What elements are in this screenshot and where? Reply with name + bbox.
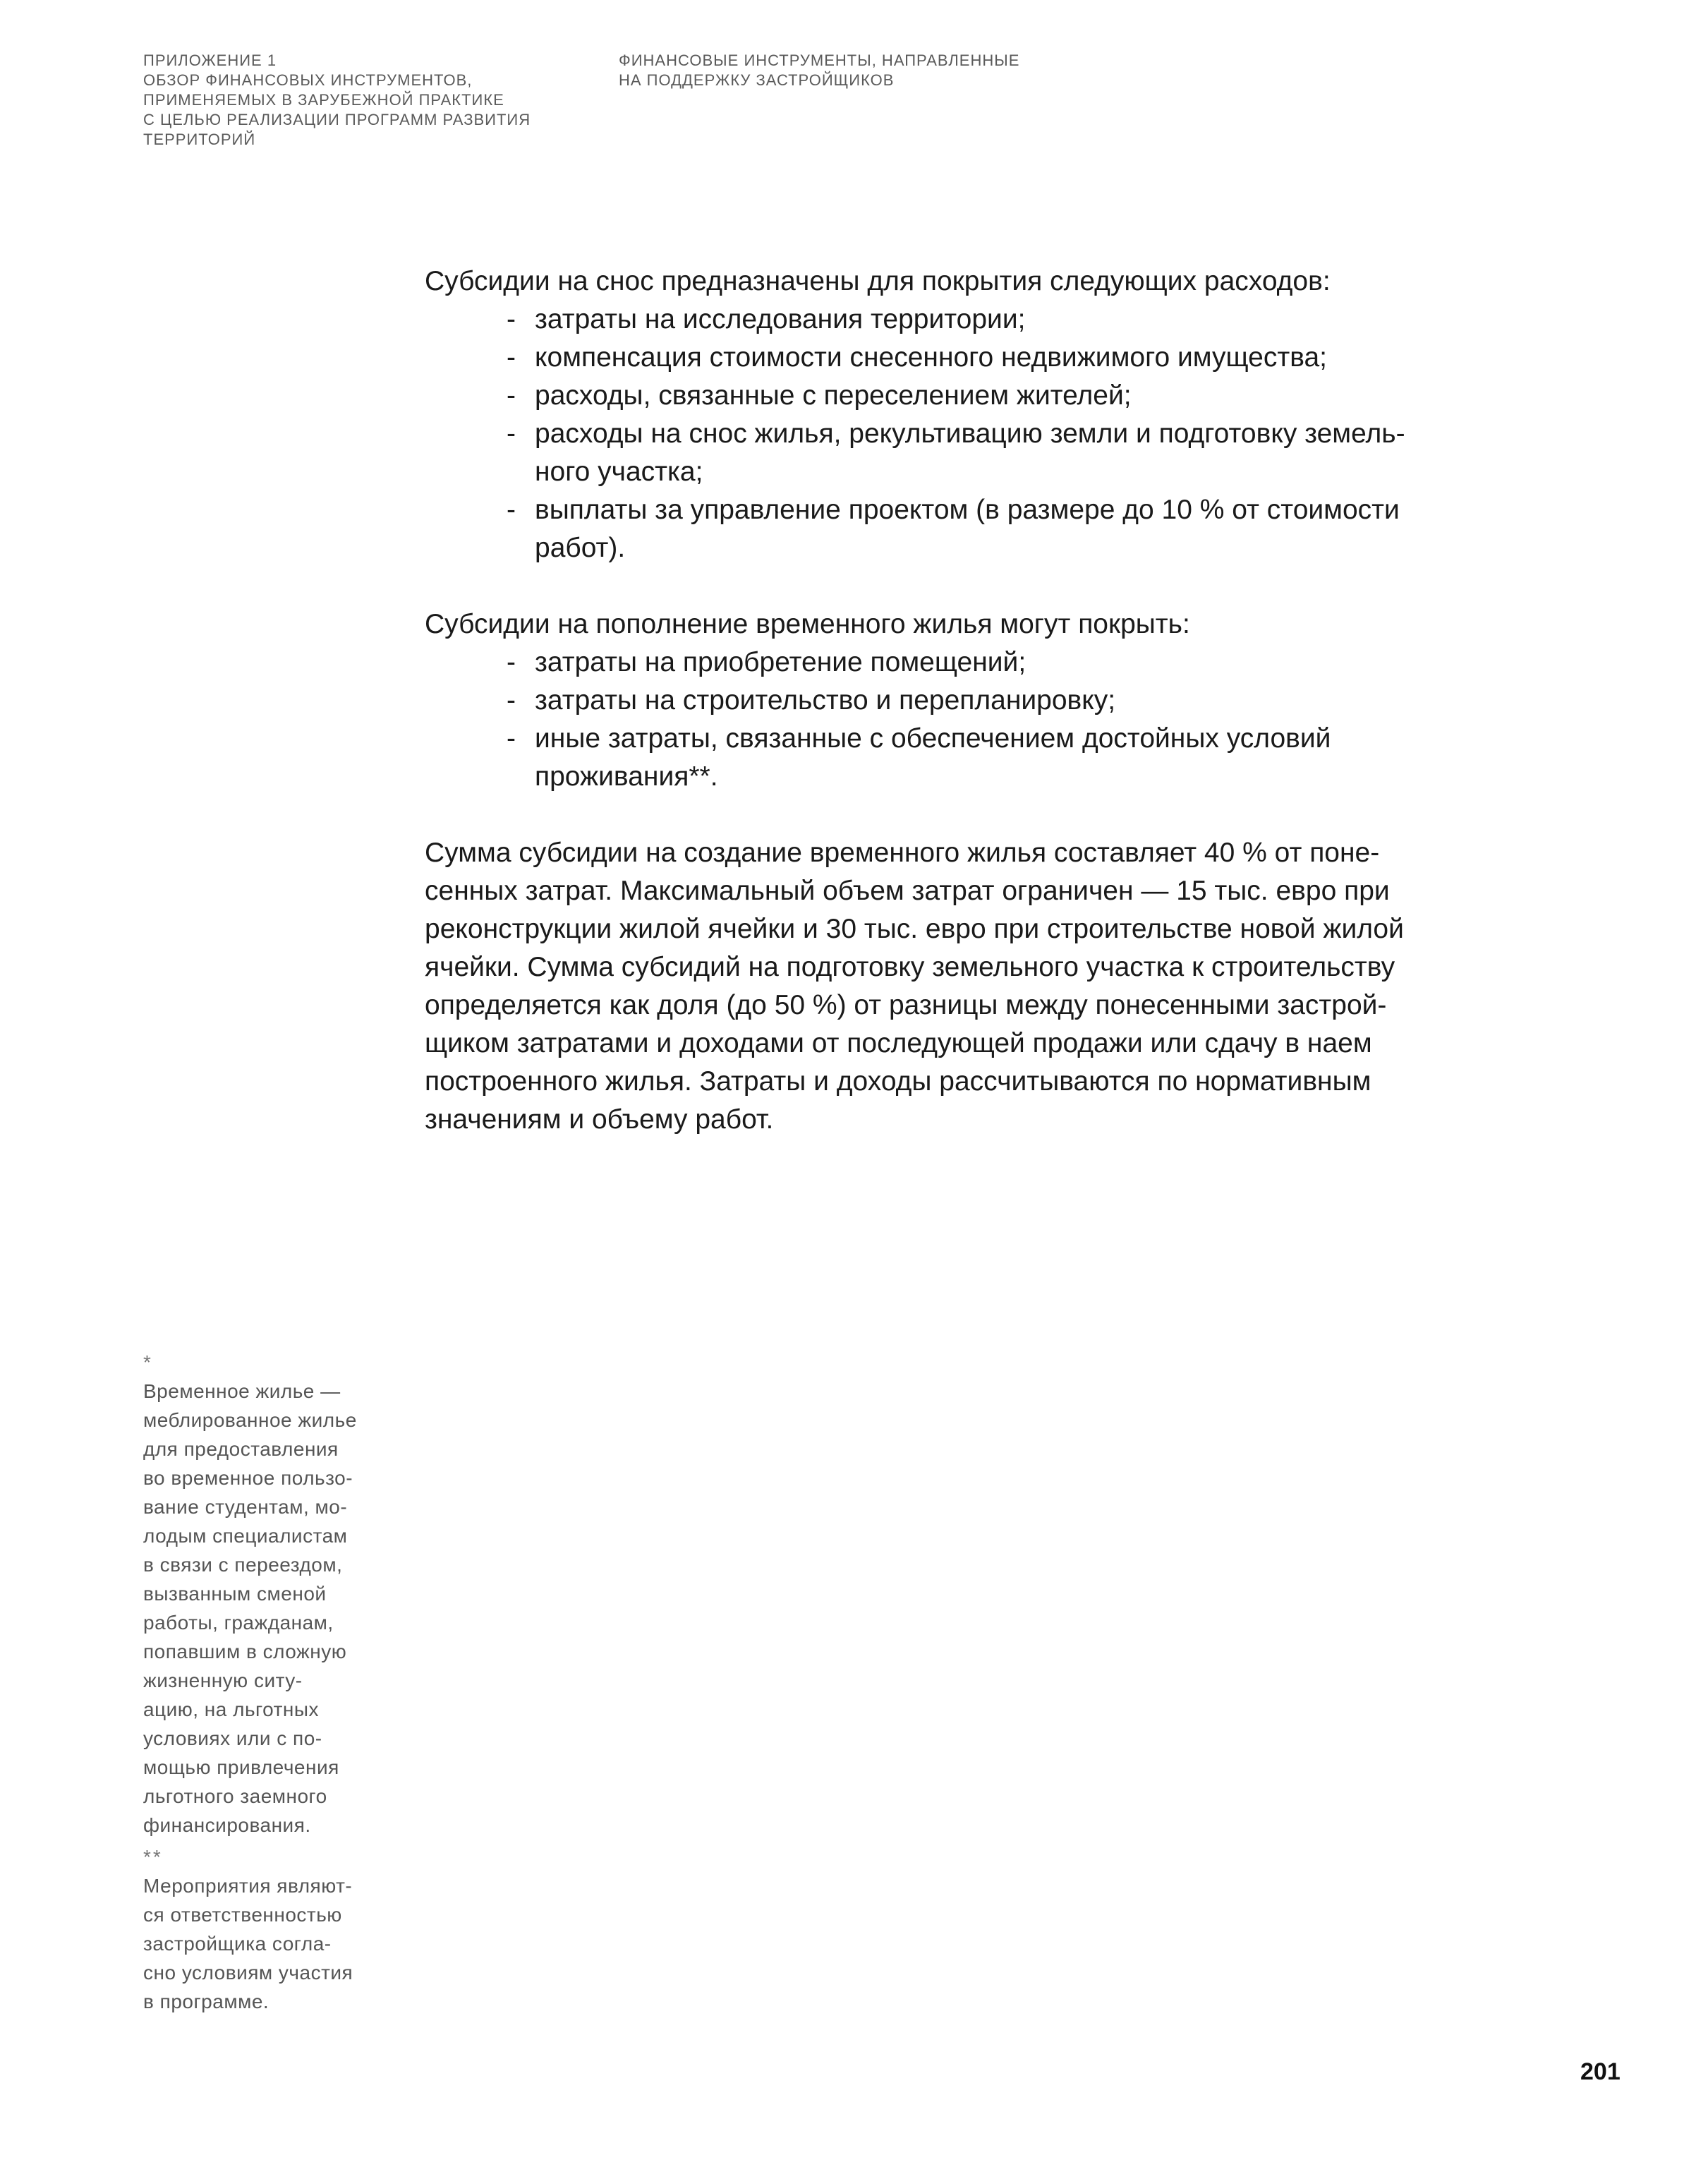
running-header-left [143, 51, 567, 150]
header-right-line: ФИНАНСОВЫЕ ИНСТРУМЕНТЫ, НАПРАВЛЕННЫЕ [619, 52, 1020, 69]
footnote-line: во временное пользо- [143, 1467, 353, 1489]
paragraph-line: ячейки. Сумма субсидий на подготовку земельного участка к строительству [425, 952, 1395, 982]
paragraph-line: реконструкции жилой ячейки и 30 тыс. евро при строительстве новой жилой [425, 914, 1404, 944]
footnote-line: вызванным сменой [143, 1583, 327, 1605]
list-item [425, 339, 1525, 377]
paragraph-line: определяется как доля (до 50 %) от разницы между понесенными застрой- [425, 990, 1387, 1020]
list-item-text: - выплаты за управление проектом (в размере до 10 % от стоимости [535, 495, 1400, 525]
footnote-line: сно условиям участия [143, 1962, 353, 1984]
paragraph-line: построенного жилья. Затраты и доходы рассчитываются по нормативным [425, 1066, 1371, 1097]
header-left-line: С ЦЕЛЬЮ РЕАЛИЗАЦИИ ПРОГРАММ РАЗВИТИЯ [143, 111, 531, 128]
list-item [425, 644, 1525, 682]
list-item [425, 415, 1525, 491]
header-left-line: ТЕРРИТОРИЙ [143, 131, 256, 148]
footnote-line: Мероприятия являют- [143, 1875, 353, 1897]
demolition-list [425, 301, 1525, 567]
list-item-text: ного участка; [535, 457, 703, 487]
list-item [425, 682, 1525, 720]
footnote [143, 1348, 425, 1840]
footnote-line: условиях или с по- [143, 1727, 322, 1749]
footnote-line: лодым специалистам [143, 1525, 348, 1547]
footnote-line: льготного заемного [143, 1785, 327, 1807]
list-item-text: - иные затраты, связанные с обеспечением достойных условий [535, 723, 1331, 754]
footnote-line: для предоставления [143, 1438, 339, 1460]
demolition-intro: Субсидии на снос предназначены для покрытия следующих расходов: [425, 266, 1331, 296]
footnote-line: ацию, на льготных [143, 1698, 320, 1720]
footnote-line: в программе. [143, 1991, 269, 2012]
page-number: 201 [1580, 2058, 1621, 2085]
list-item-text: - расходы, связанные с переселением жителей; [535, 380, 1132, 411]
temporary-housing-list [425, 644, 1525, 796]
paragraph-line: Сумма субсидии на создание временного жилья составляет 40 % от поне- [425, 838, 1380, 868]
header-left-line: ПРИЛОЖЕНИЕ 1 [143, 52, 277, 69]
header-right-line: НА ПОДДЕРЖКУ ЗАСТРОЙЩИКОВ [619, 71, 895, 89]
running-header-right [619, 51, 1042, 90]
list-item-text: проживания**. [535, 761, 718, 792]
header-left-line: ПРИМЕНЯЕМЫХ В ЗАРУБЕЖНОЙ ПРАКТИКЕ [143, 91, 504, 109]
footnote-text [143, 1871, 425, 2016]
summary-paragraph [425, 834, 1525, 1139]
footnote-line: попавшим в сложную [143, 1641, 347, 1662]
footnote-line: жизненную ситу- [143, 1670, 303, 1691]
list-item-text: - компенсация стоимости снесенного недвижимого имущества; [535, 342, 1328, 373]
footnote-line: вание студентам, мо- [143, 1496, 348, 1518]
footnote-line: в связи с переездом, [143, 1554, 343, 1576]
list-item-text: работ). [535, 533, 626, 563]
sidebar-footnotes [143, 1348, 425, 2019]
footnote-text [143, 1377, 425, 1840]
footnote-line: финансирования. [143, 1814, 311, 1836]
footnote-line: ся ответственностью [143, 1904, 342, 1926]
list-item-text: - расходы на снос жилья, рекультивацию земли и подготовку земель- [535, 418, 1405, 449]
footnote-line: Временное жилье — [143, 1380, 341, 1402]
footnote-mark: ** [143, 1846, 163, 1868]
list-item-text: - затраты на приобретение помещений; [535, 647, 1026, 677]
paragraph-line: значениям и объему работ. [425, 1104, 774, 1135]
footnote-line: меблированное жилье [143, 1409, 357, 1431]
list-item [425, 720, 1525, 796]
footnote [143, 1842, 425, 2016]
paragraph-line: щиком затратами и доходами от последующей продажи или сдачу в наем [425, 1028, 1372, 1058]
temporary-housing-intro: Субсидии на пополнение временного жилья могут покрыть: [425, 609, 1190, 639]
main-text [425, 262, 1525, 1177]
footnote-line: застройщика согла- [143, 1933, 332, 1955]
header-left-line: ОБЗОР ФИНАНСОВЫХ ИНСТРУМЕНТОВ, [143, 71, 473, 89]
list-item [425, 301, 1525, 339]
footnote-line: работы, гражданам, [143, 1612, 334, 1634]
paragraph-line: сенных затрат. Максимальный объем затрат ограничен — 15 тыс. евро при [425, 876, 1390, 906]
list-item-text: - затраты на строительство и перепланировку; [535, 685, 1116, 716]
list-item [425, 491, 1525, 567]
footnote-mark: * [143, 1351, 153, 1373]
list-item [425, 377, 1525, 415]
list-item-text: - затраты на исследования территории; [535, 304, 1026, 334]
footnote-line: мощью привлечения [143, 1756, 339, 1778]
